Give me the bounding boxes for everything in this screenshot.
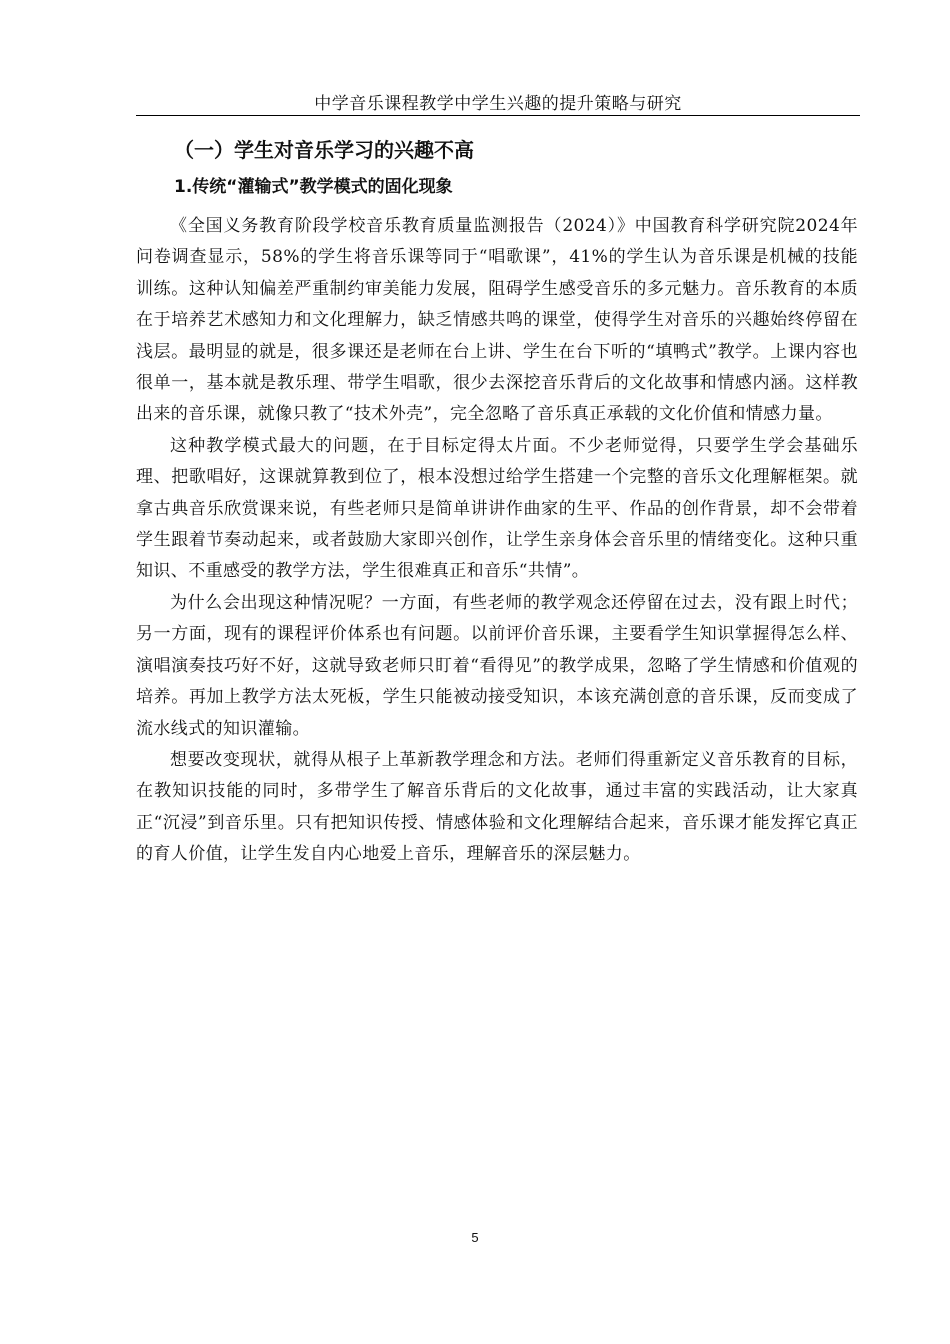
paragraph: 《全国义务教育阶段学校音乐教育质量监测报告（2024）》中国教育科学研究院2024年问卷调查显示，58%的学生将音乐课等同于“唱歌课”，41%的学生认为音乐课是机械的技能训练。这种认知偏差严重制约审美能力发展，阻碍学生感受音乐的多元魅力。音乐教育的本质在于培养艺术感知力和文化理解力，缺乏情感共鸣的课堂，使得学生对音乐的兴趣始终停留在浅层。最明显的就是，很多课还是老师在台上讲、学生在台下听的“填鸭式”教学。上课内容也很单一，基本就是教乐理、带学生唱歌，很少去深挖音乐背后的文化故事和情感内涵。这样教出来的音乐课，就像只教了“技术外壳”，完全忽略了音乐真正承载的文化价值和情感力量。	[136, 216, 858, 425]
paragraph: 这种教学模式最大的问题，在于目标定得太片面。不少老师觉得，只要学生学会基础乐理、把歌唱好，这课就算教到位了，根本没想过给学生搭建一个完整的音乐文化理解框架。就拿古典音乐欣赏课来说，有些老师只是简单讲讲作曲家的生平、作品的创作背景，却不会带着学生跟着节奏动起来，或者鼓励大家即兴创作，让学生亲身体会音乐里的情绪变化。这种只重知识、不重感受的教学方法，学生很难真正和音乐“共情”。	[136, 435, 858, 582]
paragraph: 为什么会出现这种情况呢？一方面，有些老师的教学观念还停留在过去，没有跟上时代；另一方面，现有的课程评价体系也有问题。以前评价音乐课，主要看学生知识掌握得怎么样、演唱演奏技巧好不好，这就导致老师只盯着“看得见”的教学成果，忽略了学生情感和价值观的培养。再加上教学方法太死板，学生只能被动接受知识，本该充满创意的音乐课，反而变成了流水线式的知识灌输。	[136, 592, 858, 739]
page-number: 5	[471, 1230, 479, 1245]
section-heading: （一）学生对音乐学习的兴趣不高	[174, 138, 474, 162]
running-header: 中学音乐课程教学中学生兴趣的提升策略与研究	[314, 94, 682, 114]
body-text	[136, 211, 858, 871]
paragraph: 想要改变现状，就得从根子上革新教学理念和方法。老师们得重新定义音乐教育的目标，在教知识技能的同时，多带学生了解音乐背后的文化故事，通过丰富的实践活动，让大家真正“沉浸”到音乐里。只有把知识传授、情感体验和文化理解结合起来，音乐课才能发挥它真正的育人价值，让学生发自内心地爱上音乐，理解音乐的深层魅力。	[136, 749, 858, 865]
sub-heading: 1.传统“灌输式”教学模式的固化现象	[174, 177, 453, 197]
header-rule	[136, 115, 860, 116]
